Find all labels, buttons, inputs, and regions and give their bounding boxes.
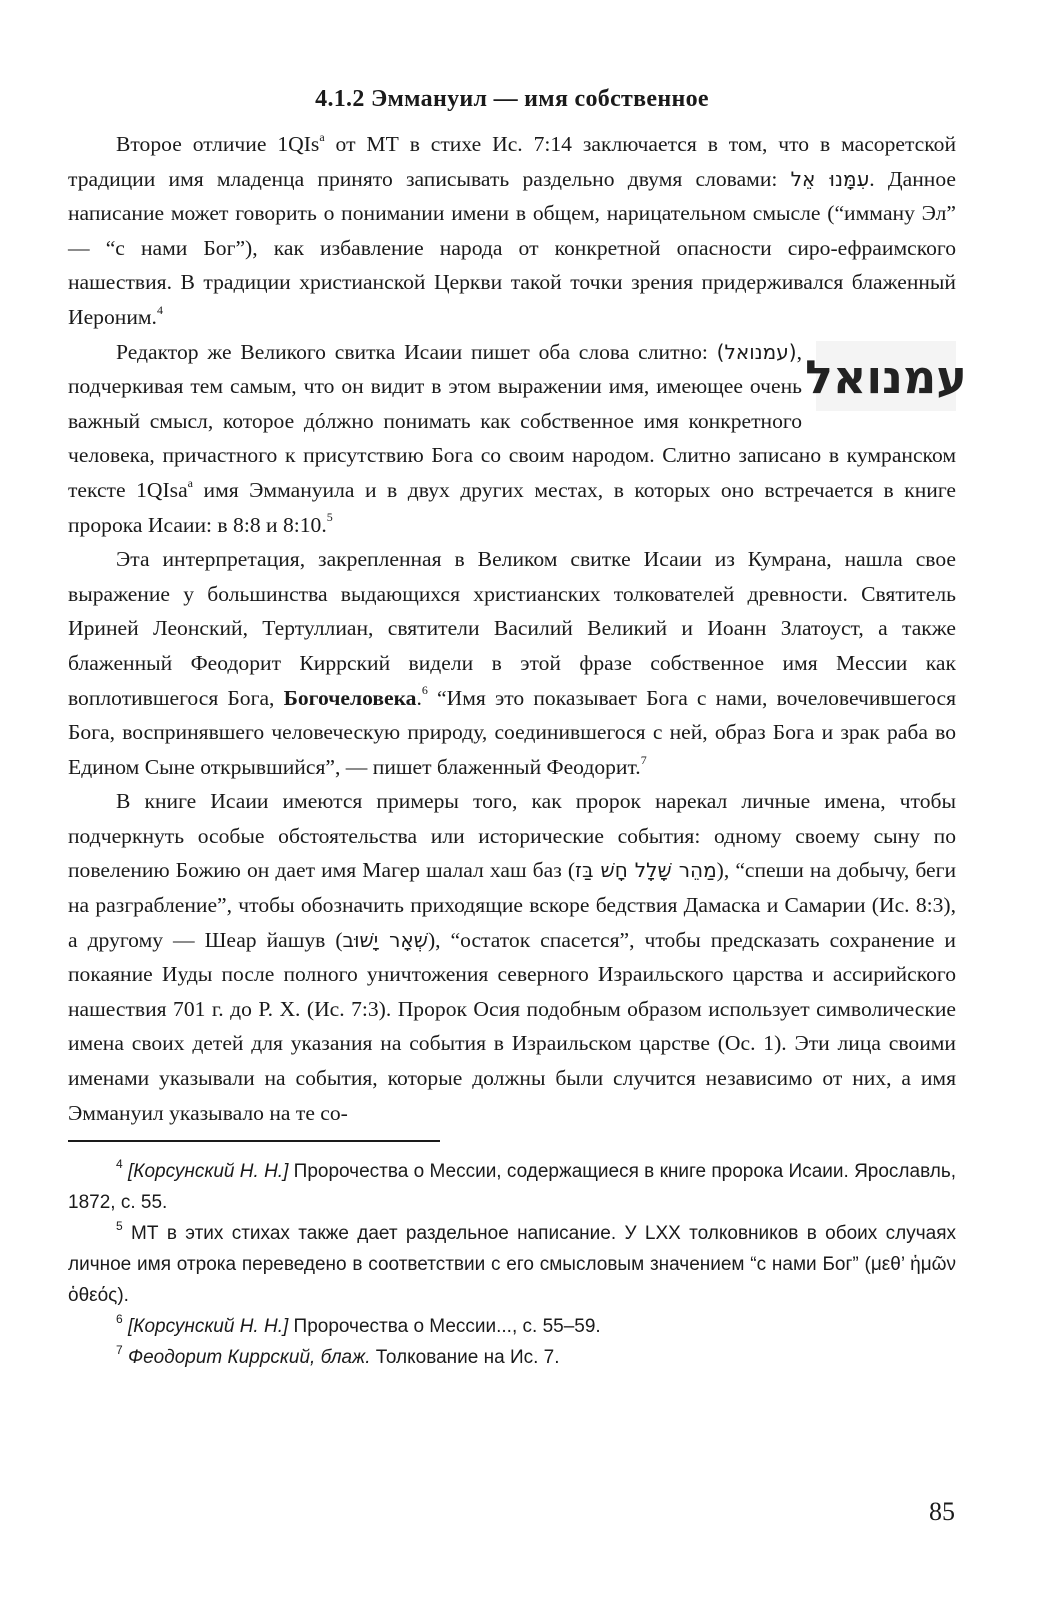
hebrew-text: מַהֵר שָׁלָל חָשׁ בַּז — [575, 858, 717, 883]
footnote-ref-5[interactable]: 5 — [326, 510, 333, 525]
paragraph-2 — [68, 335, 967, 543]
text: Редактор же Великого свитка Исаии пишет оба слова слитно: — [116, 339, 717, 364]
footnote-number: 6 — [116, 1311, 123, 1326]
superscript: a — [319, 129, 325, 144]
paragraph-1 — [68, 127, 956, 335]
text: имя Эммануила и в двух других местах, в которых оно встречается в книге пророка Исаии: в 8:8 и 8:10. — [68, 477, 956, 537]
text: Эта интерпретация, закрепленная в Великом свитке Исаии из Кумрана, нашла свое выражение у большинства выдающихся христианских толкователей древности. Святитель Ириней Леонский, Тертуллиан, святители Василий Великий и Иоанн Златоуст, а также блаженный Феодорит Киррский видели в этой фразе собственное имя Мессии как воплотившегося Бога, — [68, 547, 956, 710]
paragraph-4 — [68, 784, 956, 1130]
footnote-author: [Корсунский Н. Н.] — [128, 1161, 289, 1183]
section-heading: 4.1.2 Эммануил — имя собственное — [315, 86, 709, 112]
footnote-text: Толкование на Ис. 7. — [370, 1347, 560, 1369]
paragraph-3 — [68, 542, 956, 784]
text: “Имя это показывает Бога с нами, вочеловечившегося Бога, воспринявшего человеческую природу, соединившегося с ней, образ Бога и зрак раба во Едином Сыне открывшийся”, — пишет блаженный Феодорит. — [68, 685, 956, 779]
footnote-text: Пророчества о Мессии, содержащиеся в книге пророка Исаии. Ярославль, 1872, с. 55. — [68, 1161, 957, 1214]
text: . Данное написание может говорить о понимании имени в общем, нарицательном смысле (“иммaну Эл” — “с нами Бог”), как избавление народа от конкретной опасности сиро-ефраимского нашествия. В традиции христианской Церкви такой точки зрения придерживался блаженный Иероним. — [68, 166, 956, 329]
hebrew-text: עִמָּנוּ אֵל — [790, 166, 870, 191]
hebrew-text: שְׁאָר יָשׁוּב — [342, 927, 428, 952]
footnotes — [68, 1156, 956, 1373]
body-text — [68, 127, 967, 1130]
bold-term: Богочеловека — [283, 685, 417, 710]
text: . — [416, 685, 422, 710]
footnote-divider — [68, 1140, 440, 1142]
text: В книге Исаии имеются примеры того, как пророк нарекал личные имена, чтобы подчеркнуть особые обстоятельства или исторические события: одному своему сыну по повелению Божию он дает имя Магер шалал хаш баз ( — [68, 789, 956, 883]
footnote-text: МТ в этих стихах также дает раздельное написание. У LXX толковников в обоих случаях личное имя отрока переведено в соответствии с его смысловым значением “с нами Бог” (μεθ’ ἡμῶν ὁθεός). — [68, 1223, 956, 1307]
footnote-text: Пророчества о Мессии..., с. 55–59. — [288, 1316, 601, 1338]
footnote-ref-7[interactable]: 7 — [640, 752, 647, 767]
footnote-author: [Корсунский Н. Н.] — [127, 1316, 289, 1338]
text: ), “остаток спасется”, чтобы предсказать сохранение и покаяние Иуды после полного уничтожения северного Израильского царства и ассирийского нашествия 701 г. до Р. Х. (Ис. 7:3). Пророк Осия подобным образом использует символические имена своих детей для указания на события в Израильском царстве (Ос. 1). Эти лица своими именами указывали на события, которые должны были случится независимо от них, а имя Эммануил указывало на те со- — [68, 927, 956, 1125]
text: , подчеркивая тем самым, что он видит в этом выражении имя, имеющее очень важный смысл, которое дóлжно понимать как собственное имя конкретного человека, причастного к присутствию Бога со своим народом. Слитно записано в кумранском тексте 1QIsa — [68, 339, 956, 502]
footnote-number: 7 — [116, 1342, 123, 1357]
footnote-number: 5 — [116, 1218, 123, 1233]
scroll-hebrew-word: עמנואל — [805, 349, 967, 404]
footnote-7 — [68, 1342, 956, 1373]
superscript: a — [187, 475, 193, 490]
footnote-6 — [68, 1311, 956, 1342]
scroll-fragment-image — [805, 341, 967, 411]
text: ), “спеши на добычу, беги на разграбление”, чтобы обозначить приходящие вскоре бедствия Дамаска и Самарии (Ис. 8:3), а другому — Шеар йашув ( — [68, 858, 957, 952]
footnote-ref-6[interactable]: 6 — [421, 683, 428, 698]
footnote-number: 4 — [116, 1156, 123, 1171]
footnote-ref-4[interactable]: 4 — [156, 302, 163, 317]
footnote-4 — [68, 1156, 956, 1218]
footnote-author: Феодорит Киррский, блаж. — [127, 1347, 371, 1369]
text: Второе отличие 1QIs — [116, 132, 320, 156]
page-content — [68, 86, 967, 1373]
footnote-5 — [68, 1218, 956, 1311]
text: от МТ в стихе Ис. 7:14 заключается в том, что в масоретской традиции имя младенца принято записывать раздельно двумя словами: — [68, 132, 956, 191]
hebrew-text: (עמנואל) — [716, 339, 797, 364]
page-number: 85 — [929, 1497, 955, 1526]
